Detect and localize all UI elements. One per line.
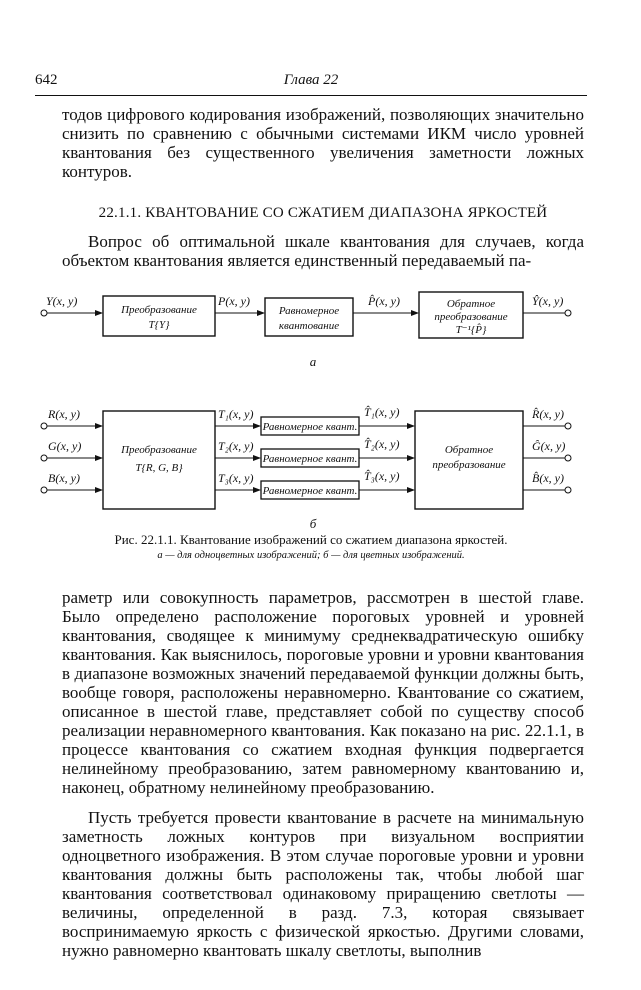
quantizer-label-b-3: Равномерное квант. <box>262 485 358 497</box>
output-label-a: Ŷ(x, y) <box>532 294 564 308</box>
output-terminal-b-1 <box>565 423 571 429</box>
input-terminal-b-1 <box>41 423 47 429</box>
transform-block-b-title: Преобразование <box>121 444 197 456</box>
input-label-a: Y(x, y) <box>46 294 78 308</box>
inverse-block-a-line1: Обратное <box>446 298 496 310</box>
input-terminal-b-2 <box>41 455 47 461</box>
inverse-block-b-line2: преобразование <box>432 459 506 471</box>
output-label-b-1: R̂(x, y) <box>532 407 564 421</box>
diagram-b <box>41 405 571 531</box>
paragraph-1: тодов цифрового кодирования изображений, позволяющих значительно снизить по сравнению с обычными системами ИКМ число уровней квантования без существенного увеличения заметности ложных контуров. <box>62 105 584 181</box>
transform-block-a-formula: T{Y} <box>148 319 170 331</box>
output-terminal-b-2 <box>565 455 571 461</box>
page-number: 642 <box>35 72 58 88</box>
transform-block-a-title: Преобразование <box>121 304 197 316</box>
quantizer-label-b-1: Равномерное квант. <box>262 421 358 433</box>
input-terminal-b-3 <box>41 487 47 493</box>
mid-hat-label-b-3: T̂₃(x, y) <box>364 469 400 483</box>
quantizer-block-a-line2: квантование <box>278 320 340 332</box>
header-rule <box>35 95 587 96</box>
input-label-b-1: R(x, y) <box>48 407 80 421</box>
input-label-b-2: G(x, y) <box>48 439 82 453</box>
mid-hat-label-b-2: T̂₂(x, y) <box>364 437 400 451</box>
output-terminal-a <box>565 310 571 316</box>
mid-label-a-1: P(x, y) <box>218 294 250 308</box>
inverse-block-a-formula: T⁻¹{P̂} <box>455 324 487 336</box>
quantizer-block-a-line1: Равномерное <box>278 305 340 317</box>
channel-3 <box>41 469 571 499</box>
mid-hat-label-b-1: T̂₁(x, y) <box>364 405 400 419</box>
output-label-b-2: Ĝ(x, y) <box>532 439 566 453</box>
channel-1 <box>41 405 571 435</box>
transform-block-b <box>103 411 215 509</box>
figure-22-1-1 <box>38 286 598 538</box>
caption-sub: а — для одноцветных изображений; б — для цветных изображений. <box>157 550 465 561</box>
quantizer-label-b-2: Равномерное квант. <box>262 453 358 465</box>
chapter-title: Глава 22 <box>283 72 339 88</box>
transform-block-b-formula: T{R, G, B} <box>135 462 183 474</box>
subfigure-label-b: б <box>309 516 317 531</box>
section-heading: 22.1.1. КВАНТОВАНИЕ СО СЖАТИЕМ ДИАПАЗОНА ЯРКОСТЕЙ <box>98 205 548 221</box>
diagram-a <box>41 292 571 369</box>
inverse-block-a-line2: преобразование <box>434 311 508 323</box>
paragraph-3: раметр или совокупность параметров, рассмотрен в шестой главе. Было определено расположение пороговых уровней и уровней квантования, сводящее к минимуму среднеквадратическую ошибку квантования. Как выяснилось, пороговые уровни и уровни квантования в диапазоне возможных значений передаваемой функции должны быть, вообще говоря, расположены неравномерно. Квантование со сжатием, описанное в шестой главе, представляет собой по существу способ реализации неравномерного квантования. Как показано на рис. 22.1.1, в процессе квантования со сжатием входная функция подвергается нелинейному преобразованию, затем равномерному квантованию и, наконец, обратному нелинейному преобразованию. <box>62 588 584 797</box>
paragraph-2: Вопрос об оптимальной шкале квантования для случаев, когда объектом квантования является единственный передаваемый па- <box>62 232 584 270</box>
figure-caption <box>35 532 587 564</box>
output-terminal-b-3 <box>565 487 571 493</box>
mid-label-b-2: T₂(x, y) <box>218 439 254 453</box>
input-terminal-a <box>41 310 47 316</box>
caption-main: Рис. 22.1.1. Квантование изображений со сжатием диапазона яркостей. <box>114 532 508 547</box>
mid-label-b-3: T₃(x, y) <box>218 471 254 485</box>
paragraph-4: Пусть требуется провести квантование в расчете на минимальную заметность ложных контуров при визуальном восприятии одноцветного изображения. В этом случае пороговые уровни и уровни квантования должны быть расположены так, чтобы любой шаг квантования соответствовал одинаковому приращению светлоты — величины, определенной в разд. 7.3, которая связывает воспринимаемую яркость с физической яркостью. Другими словами, нужно равномерно квантовать шкалу светлоты, выполнив <box>62 808 584 960</box>
inverse-block-b-line1: Обратное <box>444 444 494 456</box>
subfigure-label-a: а <box>309 354 317 369</box>
output-label-b-3: B̂(x, y) <box>532 471 564 485</box>
input-label-b-3: B(x, y) <box>48 471 80 485</box>
mid-label-b-1: T₁(x, y) <box>218 407 254 421</box>
page-header <box>35 70 587 90</box>
mid-label-a-2: P̂(x, y) <box>368 294 400 308</box>
